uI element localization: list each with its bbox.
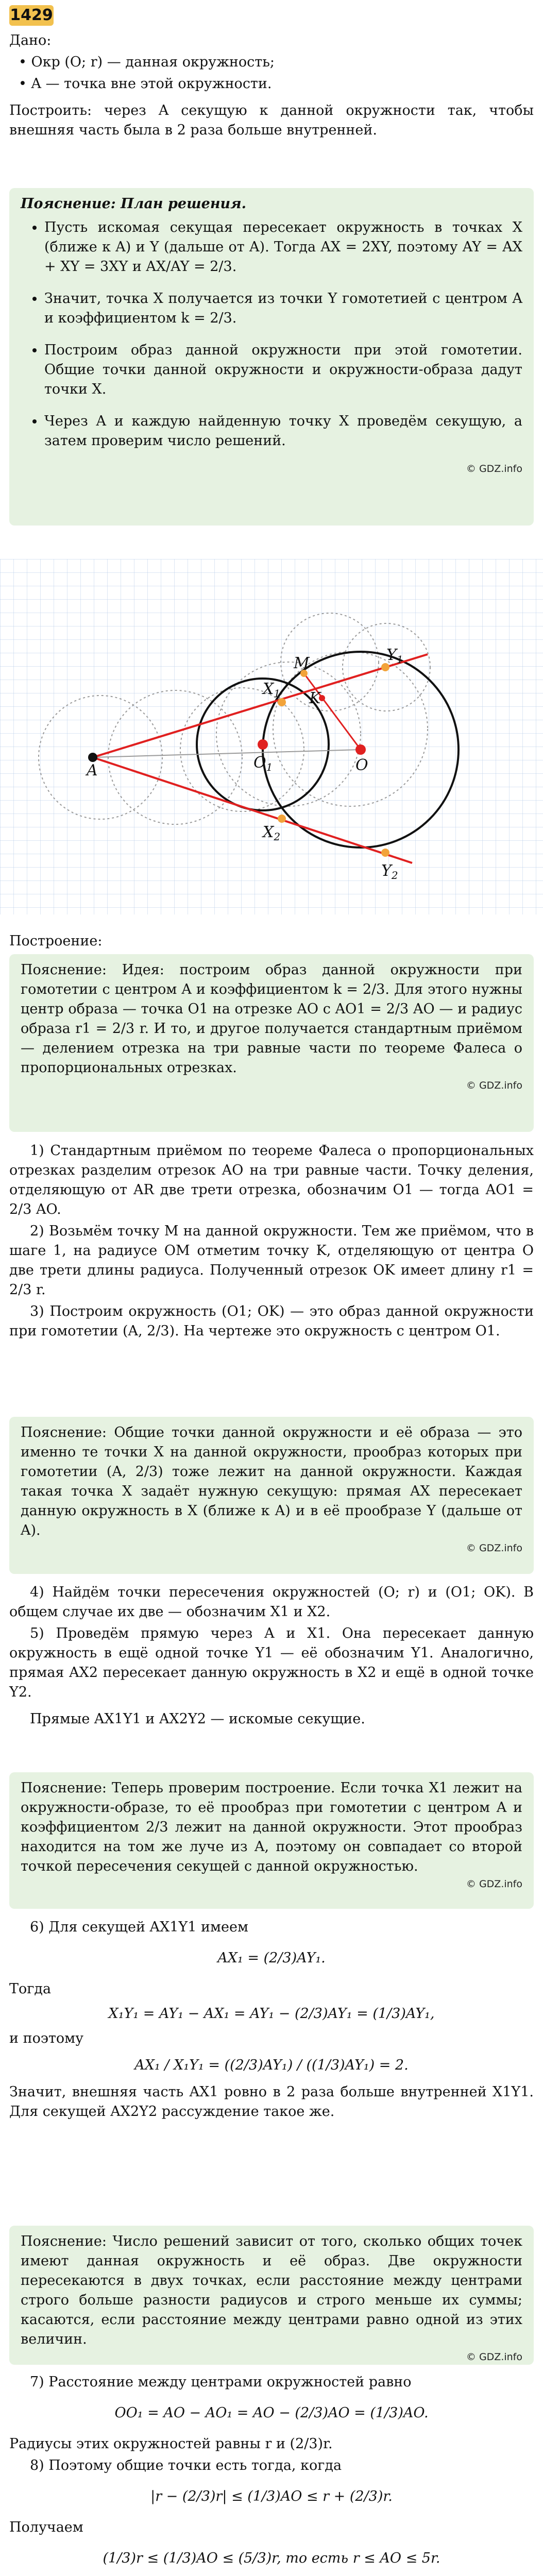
steps-7-8 (9, 2372, 534, 2576)
step-3: 3) Построим окружность (O1; OK) — это образ данной окружности при гомотетии (A, 2/3). На чертеже это окружность с центром O1. (9, 1303, 534, 1339)
plan-item-1: • Пусть искомая секущая пересекает окружность в точках X (ближе к A) и Y (дальше от A). Тогда AX = 2XY, поэтому AY = AX + XY = 3XY и AX/AY = 2/3. (44, 218, 522, 277)
plan-list (21, 218, 522, 451)
point-x2 (278, 815, 286, 823)
point-y1 (381, 663, 389, 671)
label-k: K (309, 689, 321, 707)
gdz-watermark: © GDZ.info (466, 1543, 522, 1554)
equation-4: OO₁ = AO − AO₁ = AO − (2/3)AO = (1/3)AO. (114, 2405, 429, 2421)
note-intersections-text: Пояснение: Общие точки данной окружности и её образа — это именно те точки X на данной окружности, прообраз которых при гомотетии (A, 2/3) тоже лежит на данной окружности. Каждая такая точка X задаёт нужную секущую: прямая AX пересекает данную окружность в X (ближе к A) и в её прообразе Y (дальше от A). (21, 1425, 522, 1538)
given-item-2: • A — точка вне этой окружности. (19, 76, 272, 92)
gdz-watermark: © GDZ.info (466, 1878, 522, 1890)
step-6: 6) Для секущей AX1Y1 имеем (30, 1919, 248, 1935)
step-8: 8) Поэтому общие точки есть тогда, когда (30, 2458, 342, 2473)
given-label: Дано: (9, 32, 52, 48)
and-so-label: и поэтому (9, 2030, 84, 2046)
given-block (9, 31, 534, 142)
point-o1 (258, 739, 268, 750)
label-o: O (355, 756, 368, 774)
equation-2: X₁Y₁ = AY₁ − AX₁ = AY₁ − (2/3)AY₁ = (1/3)AY₁, (108, 2006, 435, 2022)
label-x2: $X_2$ (263, 823, 281, 843)
plan-item-2: • Значит, точка X получается из точки Y гомотетией с центром A и коэффициентом k = 2/3. (44, 289, 522, 328)
step-2: 2) Возьмём точку M на данной окружности. Тем же приёмом, что в шаге 1, на радиусе OM отметим точку K, отделяющую от центра O две трети длины радиуса. Полученный отрезок OK имеет длину r1 = 2/3 r. (9, 1223, 534, 1298)
step-7: 7) Расстояние между центрами окружностей равно (30, 2374, 412, 2390)
label-y1: $Y_1$ (386, 646, 403, 666)
given-item-1: • Окр (O; r) — данная окружность; (19, 54, 275, 70)
step-5: 5) Проведём прямую через A и X1. Она пересекает данную окружность в ещё одной точке Y1 — её обозначим Y1. Аналогично, прямая AX2 пересекает данную окружность в X2 и ещё в одной точке Y2. (9, 1625, 534, 1700)
equation-5: |r − (2/3)r| ≤ (1/3)AO ≤ r + (2/3)r. (150, 2488, 393, 2504)
note-idea (9, 954, 534, 1132)
note-idea-text: Пояснение: Идея: построим образ данной окружности при гомотетии с центром A и коэффициентом k = 2/3. Для этого нужны центр образа — точка O1 на отрезке AO с AO1 = 2/3 AO — и радиус образа r1 = 2/3 r. И то, и другое получается стандартным приёмом — делением отрезка на три равные части по теореме Фалеса о пропорциональных отрезках. (21, 962, 522, 1076)
plan-item-3: • Построим образ данной окружности при этой гомотетии. Общие точки данной окружности и окружности-образа дадут точки X. (44, 341, 522, 399)
problem-statement: Построить: через A секущую к данной окружности так, чтобы внешняя часть была в 2 раза больше внутренней. (9, 103, 534, 138)
task-number-badge: 1429 (9, 5, 54, 26)
gdz-watermark: © GDZ.info (466, 2351, 522, 2363)
construction-label-block (9, 931, 534, 953)
label-a: A (87, 761, 98, 779)
equation-1: AX₁ = (2/3)AY₁. (217, 1950, 326, 1966)
construction-label: Построение: (9, 933, 103, 949)
step-6-block (9, 1918, 534, 2124)
equation-6: (1/3)r ≤ (1/3)AO ≤ (5/3)r, то есть r ≤ AO ≤ 5r. (103, 2550, 440, 2566)
point-a (88, 753, 97, 762)
steps-1-3 (9, 1141, 534, 1343)
gdz-watermark: © GDZ.info (466, 463, 522, 474)
gdz-watermark: © GDZ.info (466, 1080, 522, 1091)
equation-3: AX₁ / X₁Y₁ = ((2/3)AY₁) / ((1/3)AY₁) = 2. (134, 2057, 409, 2073)
label-o1: $O_1$ (253, 754, 273, 773)
plan-item-4: • Через A и каждую найденную точку X проведём секущую, а затем проверим число решений. (44, 412, 522, 451)
note-check-text: Пояснение: Теперь проверим построение. Если точка X1 лежит на окружности-образе, то её прообраз при гомотетии с центром A и коэффициентом 2/3 лежит на данной окружности. Этот прообраз находится на том же луче из A, поэтому он совпадает со второй точкой пересечения секущей с данной окружностью. (21, 1780, 522, 1874)
grid-background (0, 559, 543, 914)
label-y2: $Y_2$ (381, 862, 398, 882)
result-lines: Прямые AX1Y1 и AX2Y2 — искомые секущие. (30, 1711, 365, 1727)
step-1: 1) Стандартным приёмом по теореме Фалеса о пропорциональных отрезках разделим отрезок AO на три равные части. Точку деления, отделяющую от AR две трети отрезка, обозначим O1 — тогда AO1 = 2/3 AO. (9, 1143, 534, 1217)
note-title: Пояснение: План решения. (21, 196, 247, 212)
get-label: Получаем (9, 2519, 83, 2535)
note-intersections (9, 1417, 534, 1574)
radii-text: Радиусы этих окружностей равны r и (2/3)r. (9, 2436, 333, 2452)
note-check (9, 1772, 534, 1909)
note-count-text: Пояснение: Число решений зависит от того, сколько общих точек имеют данная окружность и её образ. Две окружности пересекаются в двух точках, если расстояние между центрами строго больше разности радиусов и строго меньше их суммы; касаются, если расстояние между центрами равно одной из этих величин. (21, 2233, 522, 2347)
then-label: Тогда (9, 1981, 52, 1997)
steps-4-5 (9, 1583, 534, 1731)
conclusion-6: Значит, внешняя часть AX1 ровно в 2 раза больше внутренней X1Y1. Для секущей AX2Y2 рассуждение такое же. (9, 2084, 534, 2120)
point-y2 (381, 849, 389, 857)
note-count (9, 2226, 534, 2365)
label-x1: $X_1$ (263, 680, 281, 700)
construction-figure (0, 559, 543, 914)
note-plan (9, 188, 534, 526)
point-o (355, 744, 366, 755)
step-4: 4) Найдём точки пересечения окружностей (O; r) и (O1; OK). В общем случае их две — обозначим X1 и X2. (9, 1584, 534, 1620)
label-m: M (294, 654, 310, 672)
